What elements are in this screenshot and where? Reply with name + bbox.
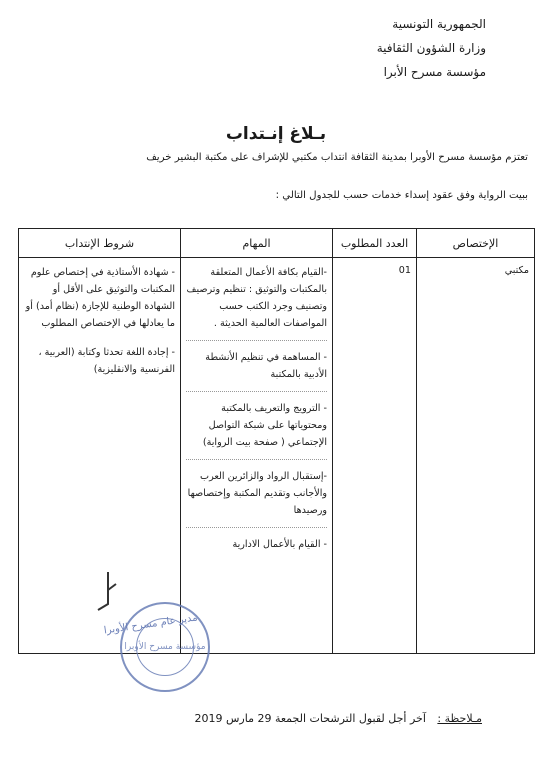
table-header-row <box>19 229 535 258</box>
header-conditions: شروط الإنتداب <box>19 229 181 258</box>
condition-item: - شهادة الأستاذية في إختصاص علوم المكتبات والتوثيق على الأقل أو الشهادة الوطنية للإجازة (نظام أمد) أو ما يعادلها في الإختصاص المطلوب <box>25 267 175 329</box>
signature-mark <box>90 570 130 620</box>
note-line <box>195 712 483 725</box>
task-item: - الترويج والتعريف بالمكتبة ومحتوياتها على شبكة التواصل الإجتماعي ( صفحة بيت الرواية) <box>186 398 327 460</box>
official-stamp <box>120 602 210 692</box>
header-count: العدد المطلوب <box>333 229 417 258</box>
cell-tasks <box>181 258 333 654</box>
task-item: -إستقبال الرواد والزائرين العرب والأجانب وتقديم المكتبة وإختصاصها ورصيدها <box>186 466 327 528</box>
letterhead-line-ministry: وزارة الشؤون الثقافية <box>376 41 486 55</box>
note-label: مـلاحظة : <box>437 712 482 725</box>
header-tasks: المهام <box>181 229 333 258</box>
intro-paragraph: تعتزم مؤسسة مسرح الأوبرا بمدينة الثقافة انتداب مكتبي للإشراف على مكتبة البشير خريف <box>146 152 528 163</box>
stamp-text: مؤسسة مسرح الأوبرا <box>124 642 206 652</box>
task-item: -القيام بكافة الأعمال المتعلقة بالمكتبات والتوثيق : تنظيم وترصيف وتصنيف وجرد الكتب حسب المواصفات العالمية الحديثة . <box>186 262 327 341</box>
condition-item: - إجادة اللغة تحدثا وكتابة (العربية ، الفرنسية والانقليزية) <box>38 347 175 375</box>
director-signature-text: مدير عام مسرح الأوبرا <box>103 612 199 637</box>
page-title: بـلاغ إنـتداب <box>225 124 327 144</box>
letterhead-line-institution: مؤسسة مسرح الأبرا <box>383 65 486 79</box>
letterhead-line-republic: الجمهورية التونسية <box>392 17 486 31</box>
header-specialty: الإختصاص <box>417 229 535 258</box>
task-item: - المساهمة في تنظيم الأنشطة الأدبية بالمكتبة <box>186 347 327 392</box>
letterhead <box>286 14 486 86</box>
intro-subline: ببيت الرواية وفق عقود إسداء خدمات حسب للجدول التالي : <box>275 190 528 201</box>
task-item: - القيام بالأعمال الادارية <box>232 539 327 550</box>
cell-count: 01 <box>333 258 417 654</box>
note-text: آخر أجل لقبول الترشحات الجمعة 29 مارس 2019 <box>194 712 426 725</box>
cell-specialty: مكتبي <box>417 258 535 654</box>
